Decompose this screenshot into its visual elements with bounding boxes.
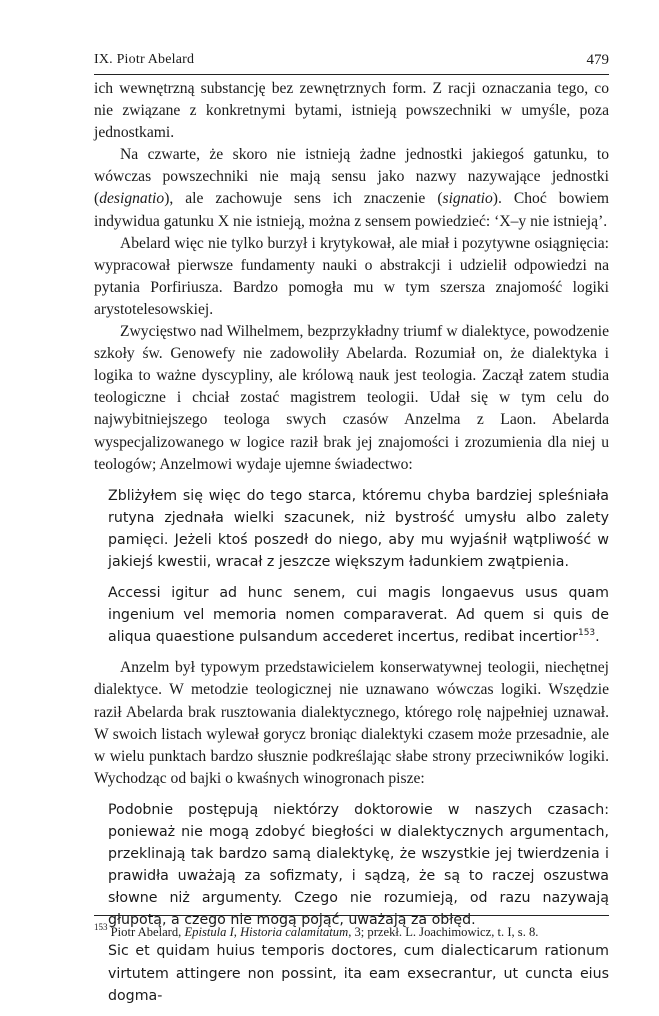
footnote-text-b: , 3; przekł. L. Joachimowicz, t. I, s. 8. (348, 925, 539, 939)
footnote-separator: , (233, 925, 241, 939)
term-signatio: signatio (442, 190, 493, 208)
footnote-number: 153 (94, 922, 108, 932)
block-quote-latin-1-text: Accessi igitur ad hunc senem, cui magis longaevus usus quam ingenium vel memoria nomen comparaverat. Ad quem si quis de aliqua quaestione pulsandum accederet incertus, redibat incertior (108, 585, 609, 646)
footnote-reference[interactable]: 153 (577, 628, 596, 639)
block-quote-polish-2: Podobnie postępują niektórzy doktorowie w naszych czasach: ponieważ nie mogą zdobyć biegłości w dialektycznych argumentach, przeklinają tak bardzo samą dialektykę, że wszystkie jej twierdzenia i prawidła uważają za sofizmaty, i sądzą, że są to raczej oszustwa słowne niż argumenty. Czego nie rozumieją, od razu nazywają głupotą, a czego nie mogą pojąć, uważają za obłęd. (108, 801, 609, 929)
footnote-work-historia: Historia calamitatum (240, 925, 349, 939)
paragraph-5: Anzelm był typowym przedstawicielem konserwatywnej teologii, niechętnej dialektyce. W metodzie teologicznej nie uznawano wówczas logiki. Wszędzie raził Abelarda brak rusztowania dialektycznego, którego rolę najpełniej uznawał. W swoich listach wylewał gorycz broniąc dialektyki czasem może przesadnie, ale w wielu punktach bardzo słusznie podkreślając słabe strony przeciwników logiki. Wychodząc od bajki o kwaśnych winogronach pisze: (94, 659, 609, 787)
running-head (94, 50, 609, 70)
block-quote-latin-1 (108, 582, 609, 648)
block-quote-polish-1: Zbliżyłem się więc do tego starca, któremu chyba bardziej spleśniała rutyna zjednała wielki szacunek, niż bystrość umysłu albo zalety pamięci. Jeżeli ktoś poszedł do niego, aby mu wyjaśnił wątpliwość w jakiejś kwestii, wracał z jeszcze większym ładunkiem zwątpienia. (108, 487, 609, 570)
paragraph-1: ich wewnętrzną substancję bez zewnętrznych form. Z racji oznaczania tego, co nie związane z konkretnymi bytami, istnieją powszechniki w umyśle, poza jednostkami. (94, 80, 609, 142)
term-designatio: designatio (99, 190, 165, 208)
running-title: IX. Piotr Abelard (94, 52, 195, 67)
body-text (94, 78, 609, 1016)
header-rule (94, 74, 609, 75)
paragraph-2-text-a: Na czwarte, że skoro nie istnieją żadne jednostki jakiegoś gatunku, to wówczas powszechniki nie mają sensu jako nazwy nazywające jednostki ( (94, 146, 609, 208)
paragraph-4: Zwycięstwo nad Wilhelmem, bezprzykładny triumf w dialektyce, powodzenie szkoły św. Genowefy nie zadowoliły Abelarda. Rozumiał on, że dialektyka i logika to ważne dyscypliny, ale królową nauk jest teologia. Zaczął zatem studia teologiczne i chciał zostać magistrem teologii. Udał się w tym celu do najwybitniejszego teologa swych czasów Anzelma z Laon. Abelarda wyspecjalizowanego w logice raził brak jej znajomości i zrozumienia dla niej u teologów; Anzelmowi wydaje ujemne świadectwo: (94, 323, 609, 473)
footnote (94, 924, 609, 940)
paragraph-2 (94, 144, 609, 232)
paragraph-2-text-b: ), ale zachowuje sens ich znaczenie ( (164, 190, 443, 208)
footnote-rule (94, 915, 609, 916)
paragraph-2-text-c: ). Choć bowiem indywidua gatunku X nie istnieją, można z sensem powiedzieć: ‘X–y nie istnieją’. (94, 190, 609, 230)
paragraph-3: Abelard więc nie tylko burzył i krytykował, ale miał i pozytywne osiągnięcia: wypracował pierwsze fundamenty nauki o abstrakcji i udzielił odpowiedzi na pytania Porfiriusza. Bardzo pomogła mu w tym szersza znajomość logiki arystotelesowskiej. (94, 234, 609, 318)
block-quote-latin-1-end: . (595, 629, 600, 646)
footnote-work-epistula: Epistula I (184, 925, 234, 939)
block-quote-latin-2: Sic et quidam huius temporis doctores, cum dialecticarum rationum virtutem attingere non possint, ita eam exsecrantur, ut cuncta eius dogma- (108, 943, 609, 1004)
page-number: 479 (586, 52, 609, 68)
footnote-text-a: Piotr Abelard, (107, 925, 185, 939)
